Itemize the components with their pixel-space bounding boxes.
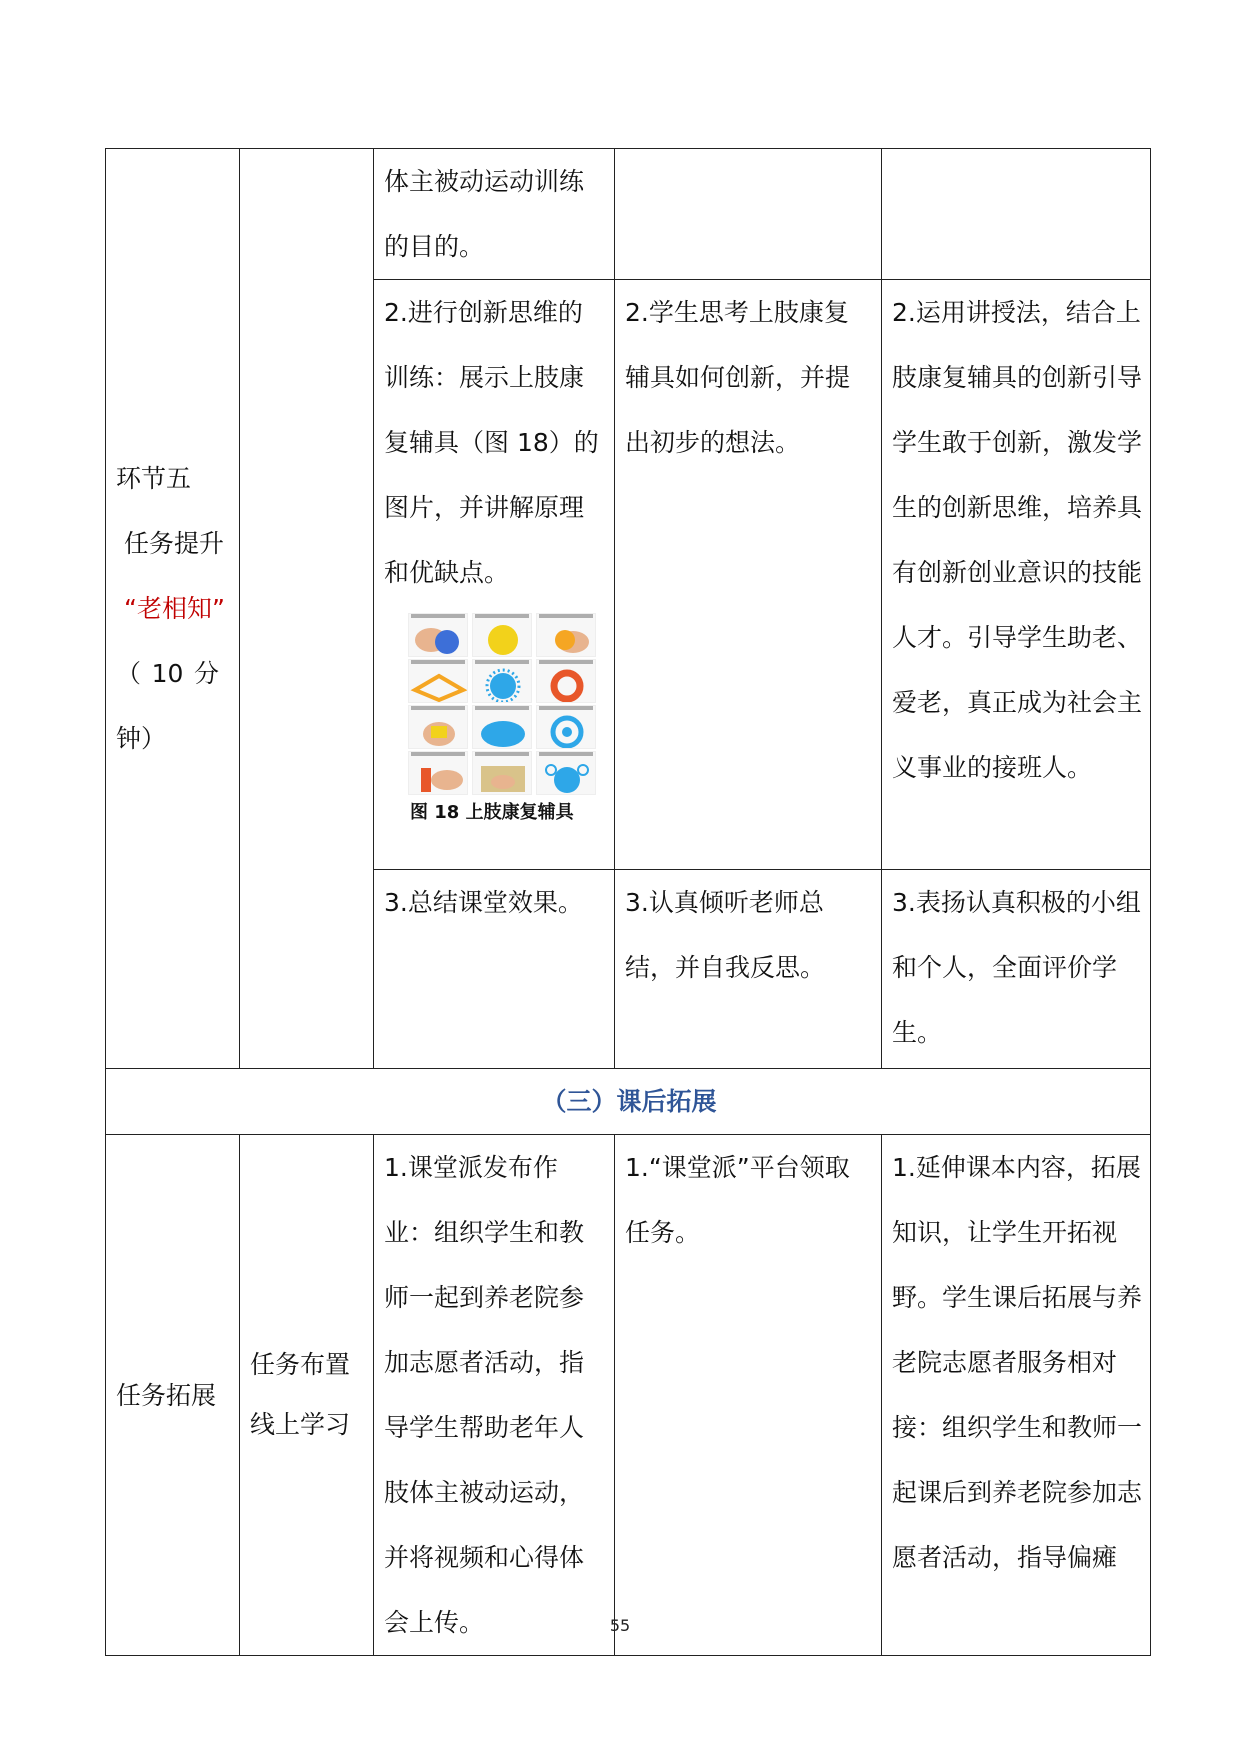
stage-task: 任务提升 [124,529,225,558]
yellow-ball-icon [472,613,532,657]
content-cell [374,280,615,870]
putty-icon [408,705,468,749]
hand-ball-icon [408,613,468,657]
stage-label [116,446,231,771]
method-cell: 任务布置线上学习 [240,1135,374,1656]
content-cell: 体主被动运动训练的目的。 [374,149,615,280]
content-cell: 1.课堂派发布作业：组织学生和教师一起到养老院参加志愿者活动，指导学生帮助老年人肢体主被动运动，并将视频和心得体会上传。 [374,1135,615,1656]
method-cell [240,149,374,1069]
table-row [106,1135,1151,1656]
student-cell: 3.认真倾听老师总结，并自我反思。 [615,870,882,1069]
section-row [106,1069,1151,1135]
finger-band-icon [408,659,468,703]
stage-cell: 任务拓展 [106,1135,240,1656]
stage-name: 环节五 [116,464,192,493]
stage-highlight: “老相知” [124,594,225,623]
spiky-ball-icon [472,659,532,703]
flower-ring-icon [536,751,596,795]
intent-cell [882,149,1151,280]
intent-cell: 1.延伸课本内容，拓展知识，让学生开拓视野。学生课后拓展与养老院志愿者服务相对接：组织学生和教师一起课后到养老院参加志愿者活动，指导偏瘫 [882,1135,1151,1656]
stage-duration-end: 钟） [116,724,167,753]
table-row [106,149,1151,280]
lesson-plan-table [105,148,1151,1656]
figure-image-grid [408,613,606,795]
finger-ball-icon [472,705,532,749]
stage-duration-line: （ 10 分 [116,659,219,688]
section-title: （三）课后拓展 [106,1069,1151,1135]
student-cell [615,149,882,280]
intent-cell: 2.运用讲授法，结合上肢康复辅具的创新引导学生敢于创新，激发学生的创新思维，培养具有创新创业意识的技能人才。引导学生助老、爱老，真正成为社会主义事业的接班人。 [882,280,1151,870]
stage-cell [106,149,240,1069]
content-text: 2.进行创新思维的训练：展示上肢康复辅具（图 18）的图片，并讲解原理和优缺点。 [384,298,599,587]
grip-ball-icon [536,613,596,657]
figure-caption: 图 18 上肢康复辅具 [410,802,574,823]
board-icon [472,751,532,795]
spiky-ring-icon [536,705,596,749]
figure-rehab-aids [384,613,606,831]
intent-cell: 3.表扬认真积极的小组和个人，全面评价学生。 [882,870,1151,1069]
student-cell: 2.学生思考上肢康复辅具如何创新，并提出初步的想法。 [615,280,882,870]
hand-brace-icon [408,751,468,795]
grip-ring-icon [536,659,596,703]
student-cell: 1.“课堂派”平台领取任务。 [615,1135,882,1656]
page-number: 55 [609,1616,631,1635]
content-cell: 3.总结课堂效果。 [374,870,615,1069]
